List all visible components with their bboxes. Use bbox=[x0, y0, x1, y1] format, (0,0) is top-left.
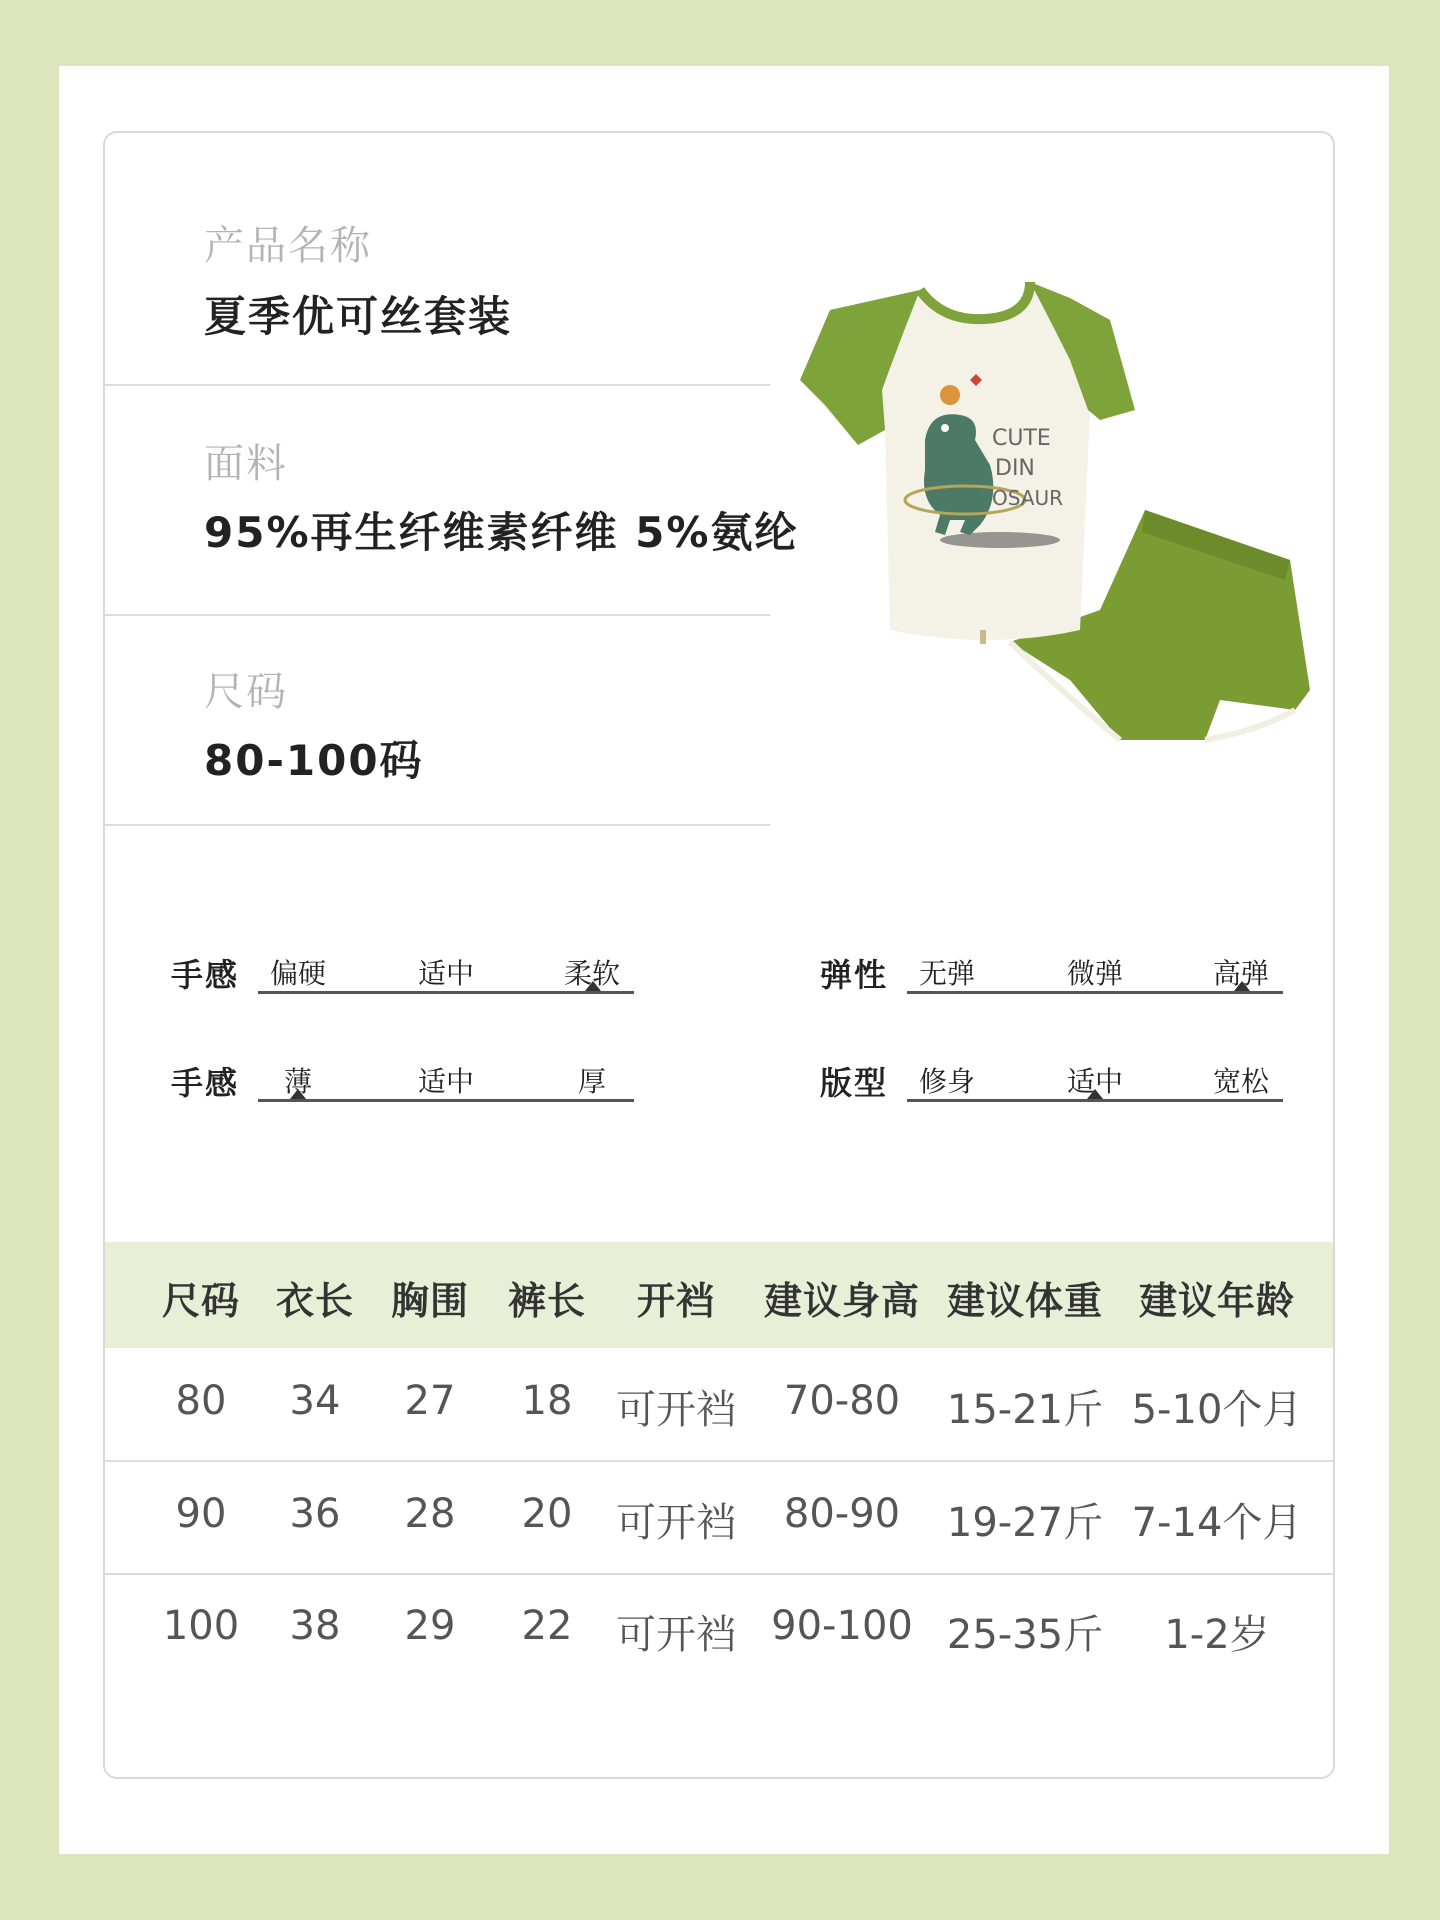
table-cell: 80 bbox=[175, 1378, 227, 1424]
table-cell: 5-10个月 bbox=[1131, 1387, 1303, 1433]
table-cell: 34 bbox=[289, 1378, 341, 1424]
table-cell: 29 bbox=[404, 1603, 456, 1649]
scale-option: 微弹 bbox=[1066, 957, 1124, 990]
fabric-label: 面料 bbox=[204, 441, 288, 487]
table-header-cell: 建议年龄 bbox=[1138, 1279, 1296, 1323]
table-cell: 28 bbox=[404, 1491, 456, 1537]
table-cell: 70-80 bbox=[783, 1378, 901, 1424]
table-cell: 90-100 bbox=[771, 1603, 913, 1649]
table-cell: 25-35斤 bbox=[946, 1612, 1104, 1658]
divider bbox=[105, 384, 770, 386]
scale-option: 高弹 bbox=[1212, 957, 1270, 990]
product-image bbox=[770, 270, 1320, 780]
print-text-1: CUTE bbox=[992, 426, 1051, 451]
scale-option: 柔软 bbox=[563, 957, 621, 990]
size-value: 80-100码 bbox=[204, 736, 424, 785]
scale-title: 手感 bbox=[171, 1064, 240, 1102]
scale-option: 适中 bbox=[1066, 1065, 1124, 1098]
table-row-divider bbox=[105, 1460, 1333, 1462]
table-row-divider bbox=[105, 1573, 1333, 1575]
scale-title: 手感 bbox=[171, 956, 240, 994]
table-header-cell: 开裆 bbox=[636, 1279, 716, 1323]
table-cell: 22 bbox=[521, 1603, 573, 1649]
table-header-cell: 建议体重 bbox=[946, 1279, 1104, 1323]
product-name-value: 夏季优可丝套装 bbox=[204, 292, 513, 341]
fabric-value: 95%再生纤维素纤维 5%氨纶 bbox=[204, 508, 799, 557]
scale-marker bbox=[1234, 981, 1250, 991]
table-cell: 20 bbox=[521, 1491, 573, 1537]
table-header-cell: 胸围 bbox=[390, 1279, 470, 1323]
scale-option: 薄 bbox=[283, 1065, 313, 1098]
table-header-cell: 衣长 bbox=[275, 1279, 355, 1323]
scale-marker bbox=[1087, 1089, 1103, 1099]
scale-option: 适中 bbox=[417, 957, 475, 990]
print-text-3: OSAUR bbox=[992, 486, 1064, 510]
divider bbox=[105, 614, 770, 616]
table-cell: 可开裆 bbox=[616, 1500, 736, 1546]
scale-option: 适中 bbox=[417, 1065, 475, 1098]
product-name-label: 产品名称 bbox=[204, 223, 372, 269]
scale-option: 修身 bbox=[918, 1065, 976, 1098]
scale-option: 厚 bbox=[577, 1065, 607, 1098]
table-header-cell: 建议身高 bbox=[763, 1279, 921, 1323]
print-text-2: DIN bbox=[995, 456, 1035, 481]
table-header-cell: 裤长 bbox=[507, 1279, 587, 1323]
tshirt-illustration bbox=[800, 282, 1135, 644]
scale-option: 无弹 bbox=[918, 957, 976, 990]
divider bbox=[105, 824, 770, 826]
scale-title: 版型 bbox=[820, 1064, 889, 1102]
table-cell: 90 bbox=[175, 1491, 227, 1537]
table-header-cell: 尺码 bbox=[161, 1279, 241, 1323]
scale-marker bbox=[290, 1089, 306, 1099]
table-cell: 36 bbox=[289, 1491, 341, 1537]
scale-marker bbox=[585, 981, 601, 991]
size-label: 尺码 bbox=[204, 669, 288, 715]
scale-option: 偏硬 bbox=[269, 957, 327, 990]
table-cell: 7-14个月 bbox=[1131, 1500, 1303, 1546]
table-cell: 80-90 bbox=[783, 1491, 901, 1537]
table-cell: 100 bbox=[162, 1603, 240, 1649]
table-cell: 可开裆 bbox=[616, 1612, 736, 1658]
scale-title: 弹性 bbox=[820, 956, 889, 994]
table-cell: 1-2岁 bbox=[1164, 1612, 1270, 1658]
table-cell: 15-21斤 bbox=[946, 1387, 1104, 1433]
table-cell: 18 bbox=[521, 1378, 573, 1424]
table-cell: 可开裆 bbox=[616, 1387, 736, 1433]
scale-option: 宽松 bbox=[1212, 1065, 1270, 1098]
table-cell: 38 bbox=[289, 1603, 341, 1649]
table-cell: 27 bbox=[404, 1378, 456, 1424]
table-cell: 19-27斤 bbox=[946, 1500, 1104, 1546]
